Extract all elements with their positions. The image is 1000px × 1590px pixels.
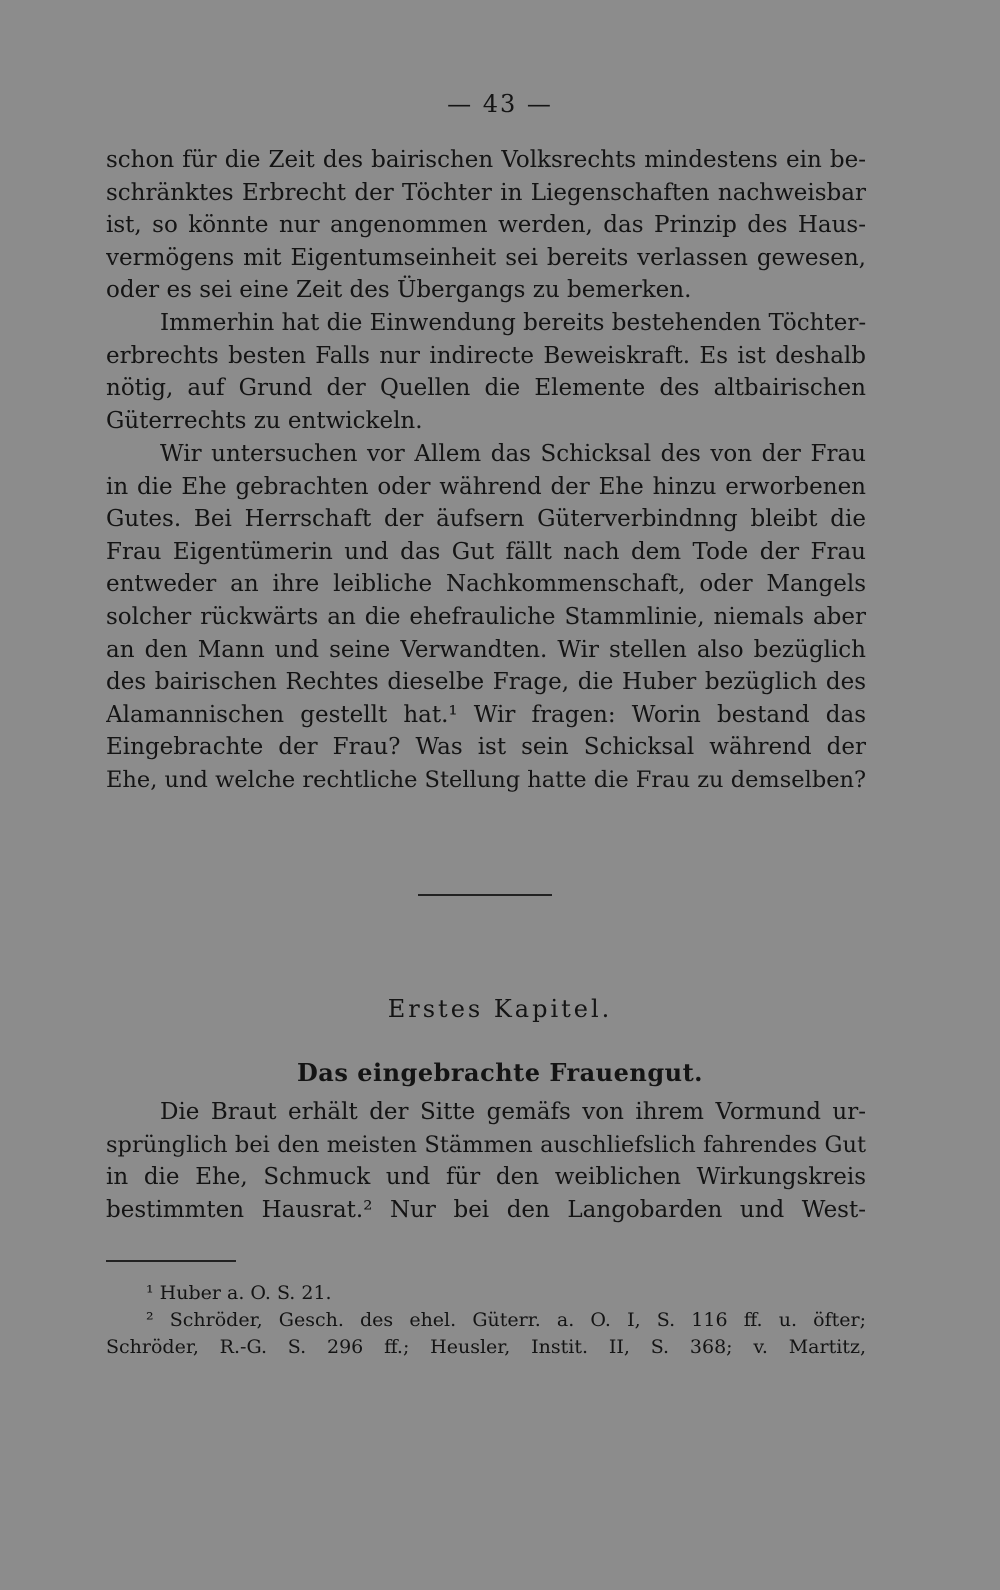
text-line: nötig, auf Grund der Quellen die Elemente des altbairischen: [106, 375, 866, 402]
text-line: Güterrechts zu entwickeln.: [106, 407, 423, 434]
text-line: ist, so könnte nur angenommen werden, das Prinzip des Haus-: [106, 212, 866, 239]
text-line: sprünglich bei den meisten Stämmen auschliefslich fahrendes Gut: [106, 1131, 866, 1158]
text-line: oder es sei eine Zeit des Übergangs zu bemerken.: [106, 277, 692, 304]
text-line: Eingebrachte der Frau? Was ist sein Schicksal während der: [106, 734, 866, 761]
text-line: Immerhin hat die Einwendung bereits bestehenden Töchter-: [160, 310, 866, 336]
text-line: an den Mann und seine Verwandten. Wir stellen also bezüglich: [106, 636, 866, 663]
paragraph-2: [106, 307, 866, 437]
text-line: Die Braut erhält der Sitte gemäfs von ihrem Vormund ur-: [160, 1099, 866, 1125]
footnote-divider: [106, 1260, 236, 1262]
text-line: schon für die Zeit des bairischen Volksrechts mindestens ein be-: [106, 147, 866, 173]
text-line: Alamannischen gestellt hat.¹ Wir fragen: Worin bestand das: [106, 701, 866, 728]
section-divider: [418, 894, 552, 896]
text-line: schränktes Erbrecht der Töchter in Liegenschaften nachweisbar: [106, 179, 866, 206]
text-line: Gutes. Bei Herrschaft der äufsern Güterverbindnng bleibt die: [106, 506, 866, 533]
text-line: entweder an ihre leibliche Nachkommenschaft, oder Mangels: [106, 571, 866, 598]
text-line: erbrechts besten Falls nur indirecte Beweiskraft. Es ist deshalb: [106, 342, 866, 369]
paragraph-4: [106, 1096, 866, 1226]
text-line: des bairischen Rechtes dieselbe Frage, die Huber bezüglich des: [106, 669, 866, 696]
text-line: in die Ehe gebrachten oder während der Ehe hinzu erworbenen: [106, 473, 866, 500]
footnote-1: ¹ Huber a. O. S. 21.: [146, 1282, 332, 1304]
paragraph-3: [106, 438, 866, 797]
page-number: — 43 —: [447, 90, 553, 118]
text-line: bestimmten Hausrat.² Nur bei den Langobarden und West-: [106, 1196, 866, 1223]
chapter-title: Das eingebrachte Frauengut.: [296, 1058, 704, 1087]
chapter-label: Erstes Kapitel.: [387, 995, 613, 1023]
footnote-2-continued: Schröder, R.-G. S. 296 ff.; Heusler, Instit. II, S. 368; v. Martitz,: [106, 1336, 866, 1358]
text-line: solcher rückwärts an die ehefrauliche Stammlinie, niemals aber: [106, 603, 866, 630]
text-line: in die Ehe, Schmuck und für den weiblichen Wirkungskreis: [106, 1164, 866, 1191]
footnotes: [106, 1280, 866, 1361]
text-line: Frau Eigentümerin und das Gut fällt nach dem Tode der Frau: [106, 538, 866, 565]
text-line: vermögens mit Eigentumseinheit sei bereits verlassen gewesen,: [106, 244, 866, 271]
text-line: Ehe, und welche rechtliche Stellung hatte die Frau zu demselben?: [106, 766, 866, 793]
text-line: Wir untersuchen vor Allem das Schicksal des von der Frau: [160, 441, 866, 467]
footnote-2: ² Schröder, Gesch. des ehel. Güterr. a. O. I, S. 116 ff. u. öfter;: [146, 1309, 866, 1331]
paragraph-1: [106, 144, 866, 307]
